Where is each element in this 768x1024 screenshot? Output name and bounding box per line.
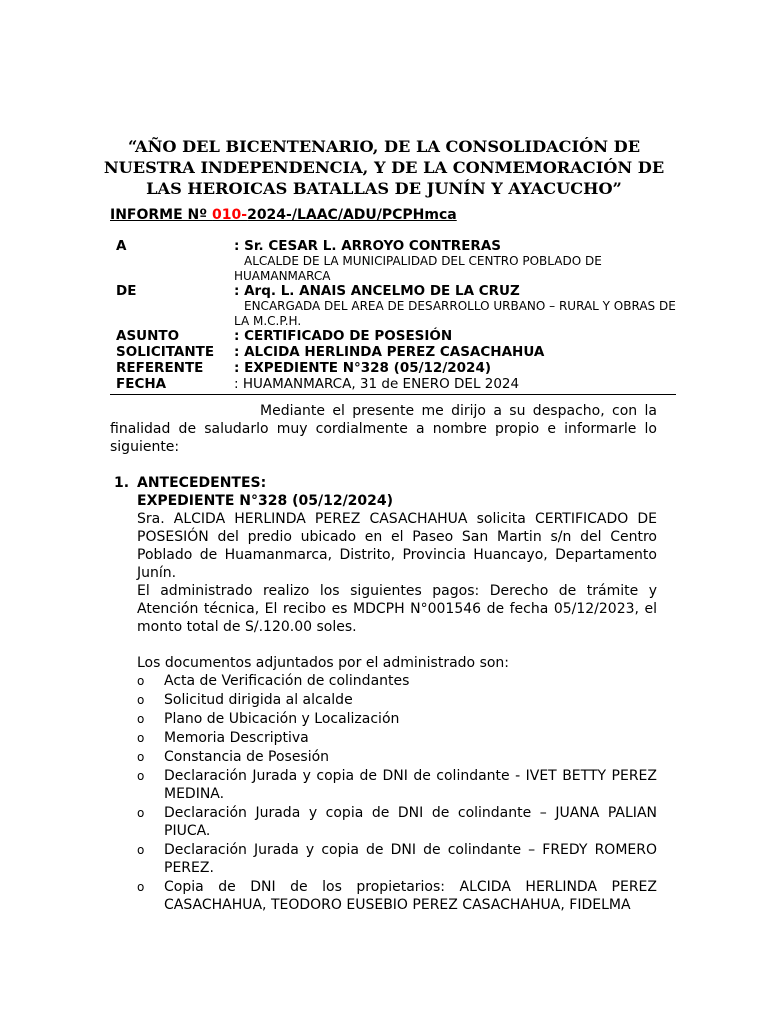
meta-sub-de-text: ENCARGADA DEL AREA DE DESARROLLO URBANO – RURAL Y OBRAS DE LA M.C.P.H. (234, 299, 676, 328)
meta-value-asunto-wrap (234, 328, 676, 344)
list-item (137, 841, 657, 877)
report-number (110, 207, 457, 223)
list-item (137, 748, 657, 766)
list-item-text: Acta de Verificación de colindantes (164, 673, 410, 689)
meta-label-solicitante: SOLICITANTE (116, 344, 215, 360)
meta-label-asunto: ASUNTO (116, 328, 180, 344)
bullet-icon: o (137, 674, 145, 688)
list-item (137, 767, 657, 803)
section-content (137, 492, 657, 914)
meta-value-referente: : EXPEDIENTE N°328 (05/12/2024) (234, 360, 492, 376)
section-antecedentes (110, 474, 657, 915)
intro-block (110, 402, 657, 456)
report-number-prefix: INFORME Nº (110, 207, 213, 223)
paragraph-gap (137, 636, 657, 654)
report-number-suffix: 2024-/LAAC/ADU/PCPHmca (247, 207, 457, 223)
report-number-value: 010- (212, 207, 248, 223)
section-title: ANTECEDENTES: (137, 475, 267, 491)
list-item (137, 804, 657, 840)
bullet-icon: o (137, 731, 145, 745)
meta-row-solicitante (110, 344, 676, 360)
list-item-text: Constancia de Posesión (164, 749, 330, 765)
section-subtitle: EXPEDIENTE N°328 (05/12/2024) (137, 493, 394, 509)
document-motto: “AÑO DEL BICENTENARIO, DE LA CONSOLIDACIÓN DE NUESTRA INDEPENDENCIA, Y DE LA CONMEMORACIÓN DE LAS HEROICAS BATALLAS DE JUNÍN Y AYACUCHO” (103, 137, 665, 198)
meta-sub-a (234, 254, 676, 283)
meta-value-solicitante: : ALCIDA HERLINDA PEREZ CASACHAHUA (234, 344, 545, 360)
meta-label-a: A (116, 238, 127, 254)
meta-value-solicitante-wrap (234, 344, 676, 360)
bullet-icon: o (137, 712, 145, 726)
bullet-icon: o (137, 750, 145, 764)
bullet-icon: o (137, 880, 145, 894)
meta-value-a-wrap (234, 238, 676, 283)
meta-row-referente (110, 360, 676, 376)
meta-value-de: : Arq. L. ANAIS ANCELMO DE LA CRUZ (234, 283, 520, 299)
attached-documents-list (137, 672, 657, 914)
section-paragraph-1: Sra. ALCIDA HERLINDA PEREZ CASACHAHUA solicita CERTIFICADO DE POSESIÓN del predio ubicado en el Paseo San Martin s/n del Centro Poblado de Huamanmarca, Distrito, Provincia Huancayo, Departamento Junín. (137, 511, 657, 581)
bullet-icon: o (137, 806, 145, 820)
list-item-text: Declaración Jurada y copia de DNI de colindante - IVET BETTY PEREZ MEDINA. (164, 768, 657, 802)
meta-row-de (110, 283, 676, 328)
meta-value-asunto: : CERTIFICADO DE POSESIÓN (234, 328, 453, 344)
list-item-text: Declaración Jurada y copia de DNI de colindante – FREDY ROMERO PEREZ. (164, 842, 657, 876)
bullet-icon: o (137, 843, 145, 857)
list-item (137, 710, 657, 728)
list-item (137, 729, 657, 747)
list-item-text: Solicitud dirigida al alcalde (164, 692, 353, 708)
meta-label-de: DE (116, 283, 137, 299)
list-item (137, 691, 657, 709)
section-paragraph-3: Los documentos adjuntados por el administrado son: (137, 655, 510, 671)
section-number: 1. (114, 475, 130, 491)
meta-sub-a-text: ALCALDE DE LA MUNICIPALIDAD DEL CENTRO POBLADO DE HUAMANMARCA (234, 254, 602, 283)
list-item-text: Declaración Jurada y copia de DNI de colindante – JUANA PALIAN PIUCA. (164, 805, 657, 839)
meta-value-fecha: : HUAMANMARCA, 31 de ENERO DEL 2024 (234, 376, 520, 392)
meta-value-a: : Sr. CESAR L. ARROYO CONTRERAS (234, 238, 501, 254)
intro-paragraph: Mediante el presente me dirijo a su despacho, con la finalidad de saludarlo muy cordialmente a nombre propio e informarle lo siguiente: (110, 403, 657, 455)
bullet-icon: o (137, 693, 145, 707)
section-paragraph-2: El administrado realizo los siguientes pagos: Derecho de trámite y Atención técnica, El recibo es MDCPH N°001546 de fecha 05/12/2023, el monto total de S/.120.00 soles. (137, 583, 657, 635)
meta-sub-de (234, 299, 676, 328)
list-item (137, 672, 657, 690)
meta-value-de-wrap (234, 283, 676, 328)
meta-row-fecha (110, 376, 676, 392)
list-item-text: Memoria Descriptiva (164, 730, 309, 746)
list-item-text: Copia de DNI de los propietarios: ALCIDA HERLINDA PEREZ CASACHAHUA, TEODORO EUSEBIO PEREZ CASACHAHUA, FIDELMA (164, 879, 657, 913)
bullet-icon: o (137, 769, 145, 783)
meta-value-referente-wrap (234, 360, 676, 376)
meta-row-a (110, 238, 676, 283)
list-item (137, 878, 657, 914)
section-heading (110, 474, 657, 492)
report-header-block (110, 238, 676, 395)
meta-label-referente: REFERENTE (116, 360, 204, 376)
meta-label-fecha: FECHA (116, 376, 167, 392)
list-item-text: Plano de Ubicación y Localización (164, 711, 400, 727)
meta-row-asunto (110, 328, 676, 344)
